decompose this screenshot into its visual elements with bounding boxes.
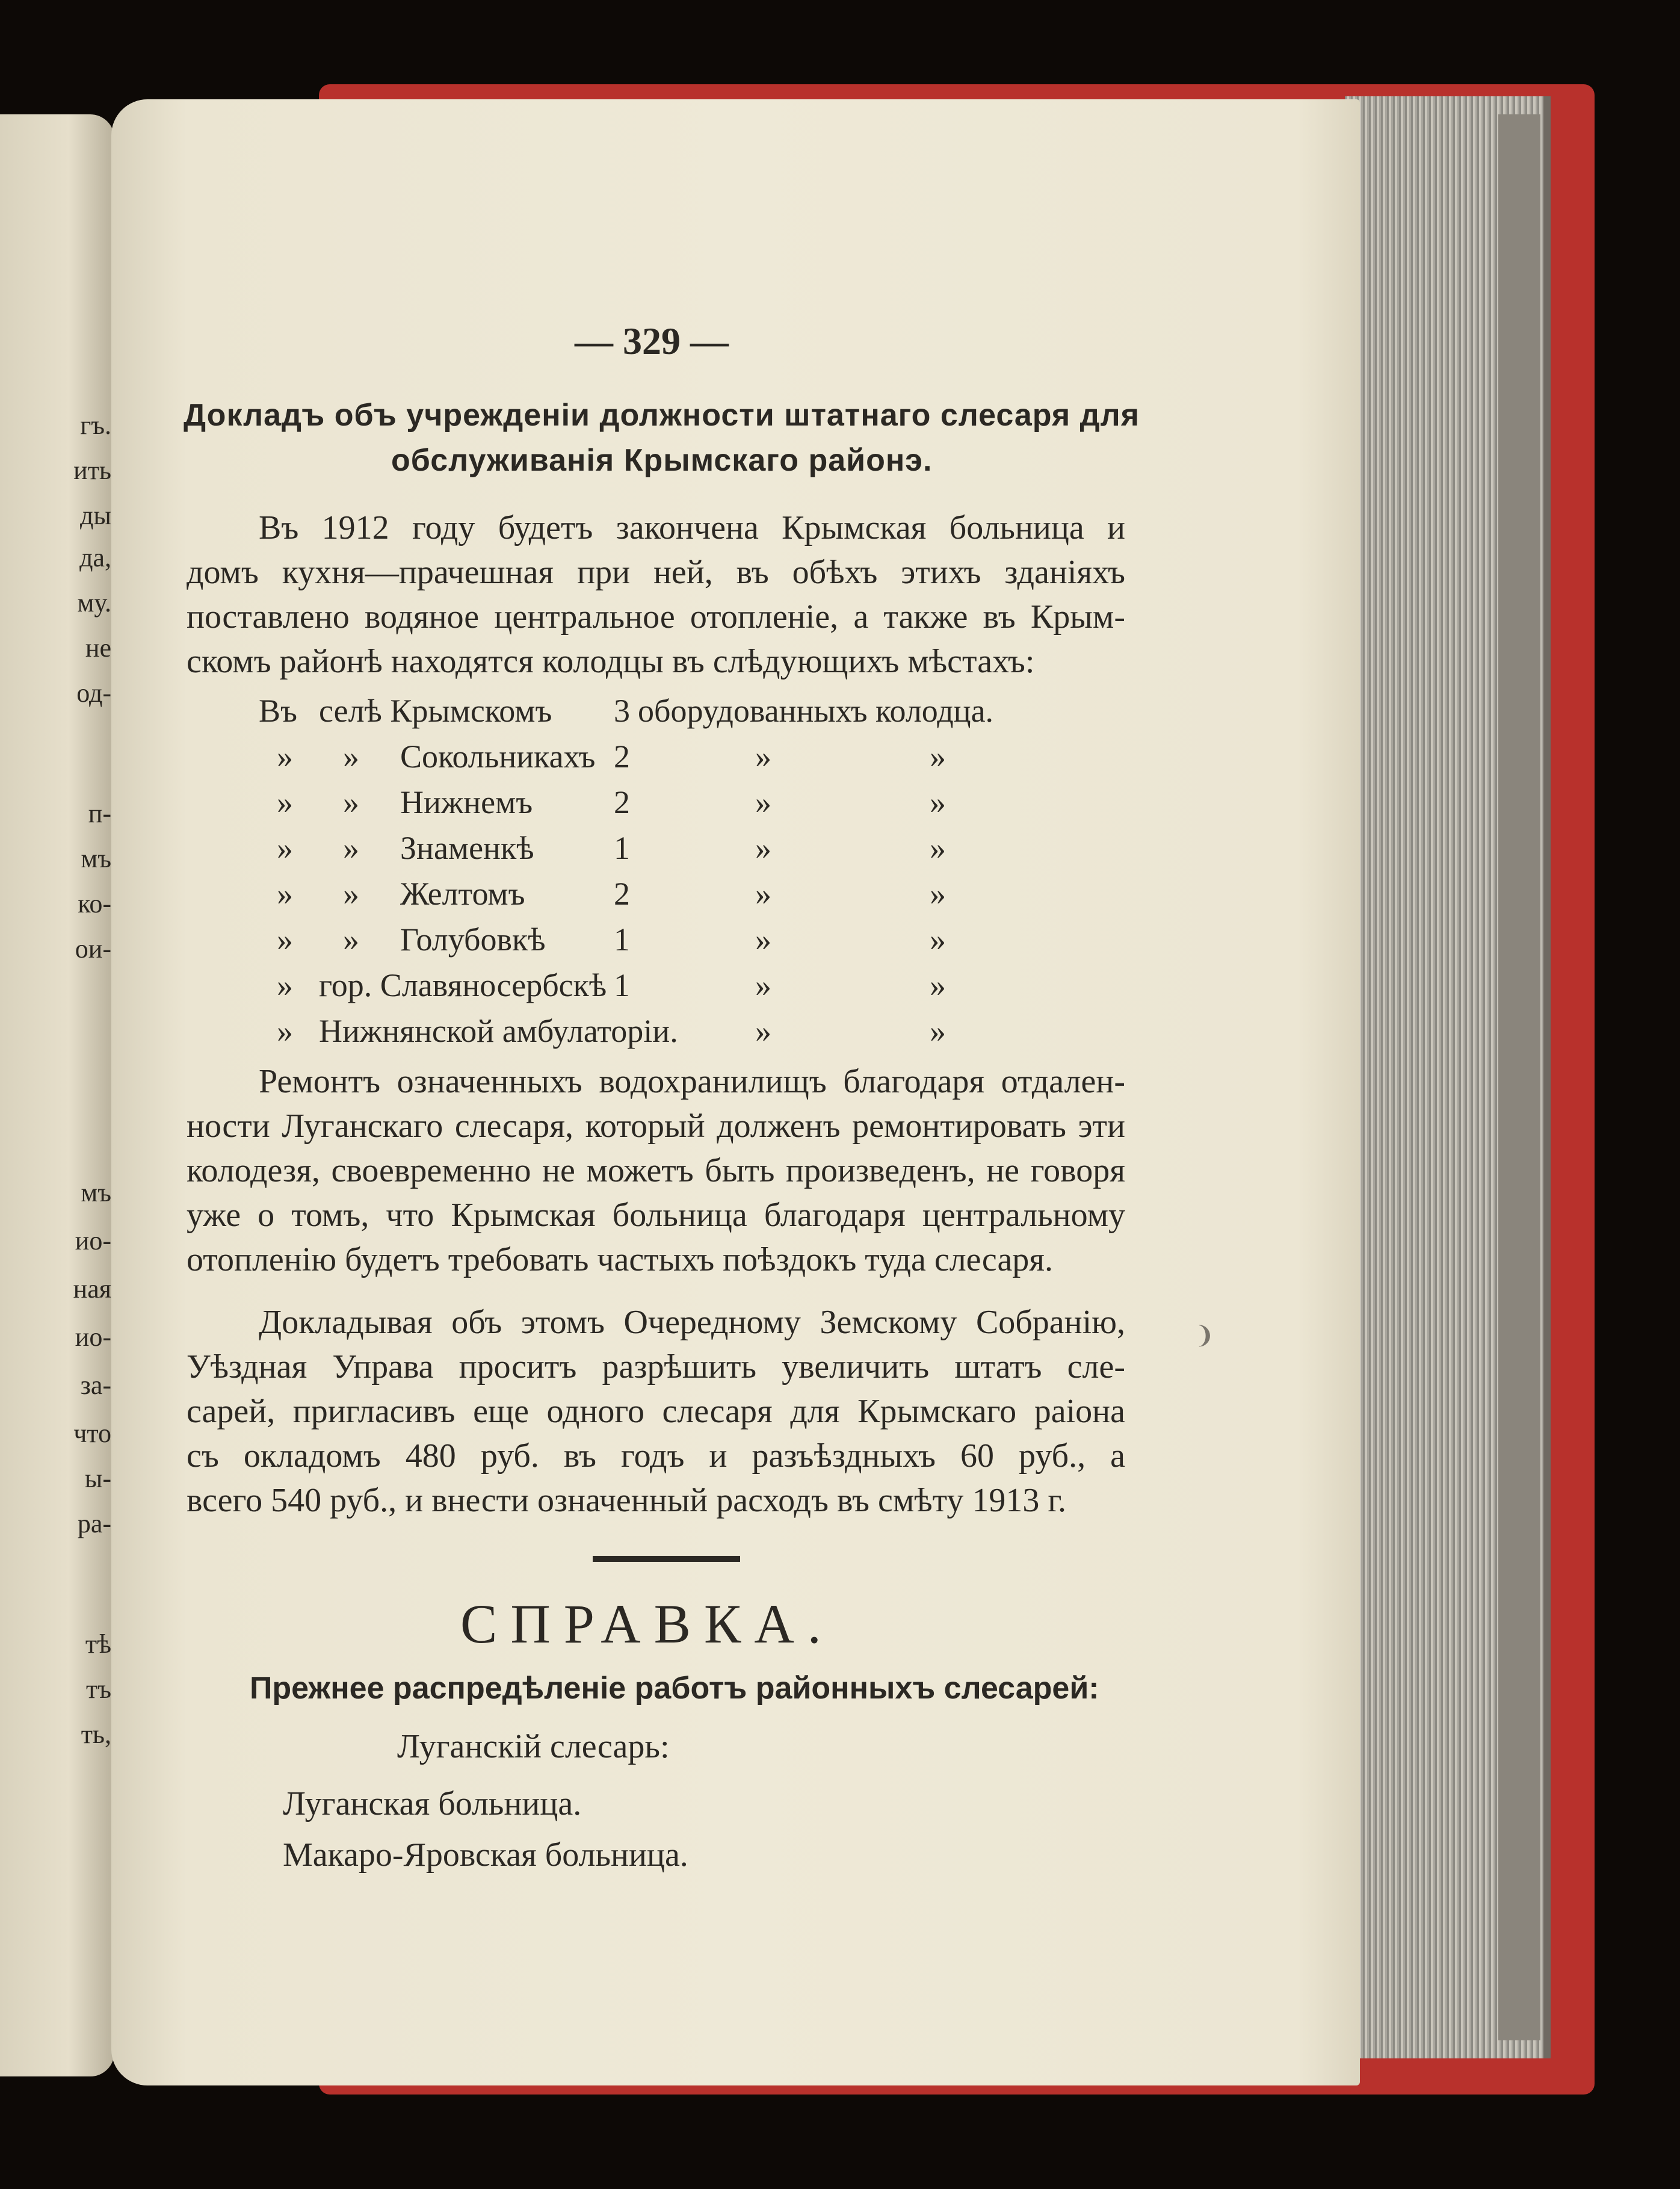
left-page-fragment: од- bbox=[76, 678, 111, 708]
paragraph-repair bbox=[187, 1059, 1125, 1282]
well-count: 2 bbox=[614, 876, 630, 912]
well-ditto: » bbox=[755, 876, 771, 912]
well-ditto: » bbox=[343, 921, 359, 958]
well-prefix: » bbox=[277, 784, 293, 820]
well-ditto: » bbox=[343, 830, 359, 866]
left-page-fragment: ои- bbox=[75, 934, 111, 964]
text-line: Ремонтъ означенныхъ водохранилищъ благодаря отдален- bbox=[259, 1063, 1125, 1100]
well-ditto: » bbox=[755, 967, 771, 1003]
well-place: Нижнемъ bbox=[400, 784, 533, 820]
left-page-fragment: за- bbox=[80, 1370, 111, 1400]
well-ditto: » bbox=[755, 830, 771, 866]
well-place: Нижнянской амбулаторiи. bbox=[319, 1013, 678, 1049]
well-place: Сокольникахъ bbox=[400, 738, 596, 775]
well-prefix: Въ bbox=[259, 693, 297, 729]
well-prefix: » bbox=[277, 1013, 293, 1049]
well-count: 3 bbox=[614, 693, 630, 729]
left-page-fragment: ть, bbox=[81, 1720, 111, 1749]
well-ditto: » bbox=[930, 921, 946, 958]
left-page-fragment: мъ bbox=[81, 1178, 111, 1207]
spravka-item: Луганская больница. bbox=[283, 1785, 582, 1822]
text-line: скомъ районѣ находятся колодцы въ слѣдующихъ мѣстахъ: bbox=[187, 643, 1035, 680]
text-line: Въ 1912 году будетъ закончена Крымская больница и bbox=[259, 509, 1125, 546]
spravka-subheading: Прежнее распредѣленiе работъ районныхъ слесарей: bbox=[250, 1671, 1099, 1706]
text-line: всего 540 руб., и внести означенный расходъ въ смѣту 1913 г. bbox=[187, 1482, 1067, 1519]
well-ditto: » bbox=[930, 876, 946, 912]
well-ditto: » bbox=[755, 784, 771, 820]
well-ditto: » bbox=[930, 967, 946, 1003]
left-page-fragment: ио- bbox=[75, 1226, 111, 1256]
page-number: — 329 — bbox=[575, 320, 729, 362]
spravka-heading: СПРАВКА. bbox=[460, 1593, 835, 1655]
left-page-fragment: да, bbox=[79, 543, 111, 572]
report-title-line-1: Докладъ объ учрежденiи должности штатнаго слесаря для bbox=[184, 398, 1140, 433]
left-page-fragment: ио- bbox=[75, 1322, 111, 1352]
text-line: колодезя, своевременно не можетъ быть произведенъ, не говоря bbox=[187, 1152, 1125, 1189]
well-ditto: » bbox=[343, 876, 359, 912]
text-line: Докладывая объ этомъ Очередному Земскому Собранiю, bbox=[259, 1304, 1125, 1341]
well-place: Знаменкѣ bbox=[400, 830, 534, 866]
left-facing-page bbox=[0, 114, 114, 2076]
paragraph-request bbox=[187, 1300, 1125, 1523]
spravka-section-title: Луганскiй слесарь: bbox=[397, 1728, 670, 1765]
well-ditto: » bbox=[755, 1013, 771, 1049]
well-ditto: » bbox=[343, 784, 359, 820]
text-line: Уѣздная Управа проситъ разрѣшить увеличить штатъ сле- bbox=[187, 1348, 1125, 1386]
left-page-fragment: му. bbox=[77, 588, 111, 618]
left-page-fragment: не bbox=[85, 633, 111, 663]
left-page-fragment: ная bbox=[73, 1274, 111, 1304]
spravka-item: Макаро-Яровская больница. bbox=[283, 1836, 688, 1874]
left-page-fragment: п- bbox=[88, 799, 111, 828]
left-page-fragment: ить bbox=[73, 456, 111, 485]
text-line: ности Луганскаго слесаря, который долженъ ремонтировать эти bbox=[187, 1107, 1125, 1145]
left-page-fragment: что bbox=[73, 1419, 111, 1448]
report-title-line-2: обслуживанiя Крымскаго районэ. bbox=[391, 443, 933, 478]
text-line: домъ кухня—прачешная при ней, въ обѣхъ этихъ зданiяхъ bbox=[187, 554, 1125, 591]
well-ditto: » bbox=[930, 738, 946, 775]
well-place: селѣ Крымскомъ bbox=[319, 693, 552, 729]
left-page-fragment: тѣ bbox=[85, 1629, 111, 1659]
text-line: отопленiю будетъ требовать частыхъ поѣздокъ туда слесаря. bbox=[187, 1241, 1054, 1278]
paragraph-intro bbox=[187, 506, 1125, 684]
well-place: Желтомъ bbox=[400, 876, 525, 912]
section-divider bbox=[593, 1556, 740, 1562]
text-line: сарей, пригласивъ еще одного слесаря для Крымскаго раiона bbox=[187, 1393, 1125, 1430]
left-page-fragment: мъ bbox=[81, 844, 111, 873]
well-prefix: » bbox=[277, 967, 293, 1003]
well-prefix: » bbox=[277, 876, 293, 912]
well-count: 1 bbox=[614, 967, 630, 1003]
text-line: поставлено водяное центральное отопленiе, а также въ Крым- bbox=[187, 598, 1125, 636]
well-ditto: » bbox=[755, 738, 771, 775]
text-line: уже о томъ, что Крымская больница благодаря центральному bbox=[187, 1197, 1125, 1234]
well-ditto: » bbox=[930, 830, 946, 866]
well-count: 2 bbox=[614, 738, 630, 775]
well-count: 1 bbox=[614, 830, 630, 866]
page-edges-inner bbox=[1498, 114, 1540, 2040]
well-description: оборудованныхъ колодца. bbox=[638, 693, 994, 729]
well-ditto: » bbox=[343, 738, 359, 775]
text-line: съ окладомъ 480 руб. въ годъ и разъѣздныхъ 60 руб., а bbox=[187, 1437, 1125, 1475]
left-page-fragment: гъ. bbox=[80, 410, 111, 440]
well-ditto: » bbox=[930, 784, 946, 820]
well-prefix: » bbox=[277, 738, 293, 775]
well-ditto: » bbox=[755, 921, 771, 958]
well-prefix: » bbox=[277, 921, 293, 958]
well-place: Голубовкѣ bbox=[400, 921, 546, 958]
left-page-fragment: тъ bbox=[86, 1674, 111, 1704]
well-ditto: » bbox=[930, 1013, 946, 1049]
left-page-fragment: ра- bbox=[77, 1509, 111, 1538]
left-page-fragment: ко- bbox=[78, 889, 111, 918]
margin-mark: ❩ bbox=[1194, 1322, 1215, 1349]
well-count: 1 bbox=[614, 921, 630, 958]
left-page-fragment: ы- bbox=[84, 1464, 111, 1493]
well-prefix: » bbox=[277, 830, 293, 866]
well-place: гор. Славяносербскѣ bbox=[319, 967, 607, 1003]
left-page-fragment: ды bbox=[80, 501, 111, 530]
well-count: 2 bbox=[614, 784, 630, 820]
